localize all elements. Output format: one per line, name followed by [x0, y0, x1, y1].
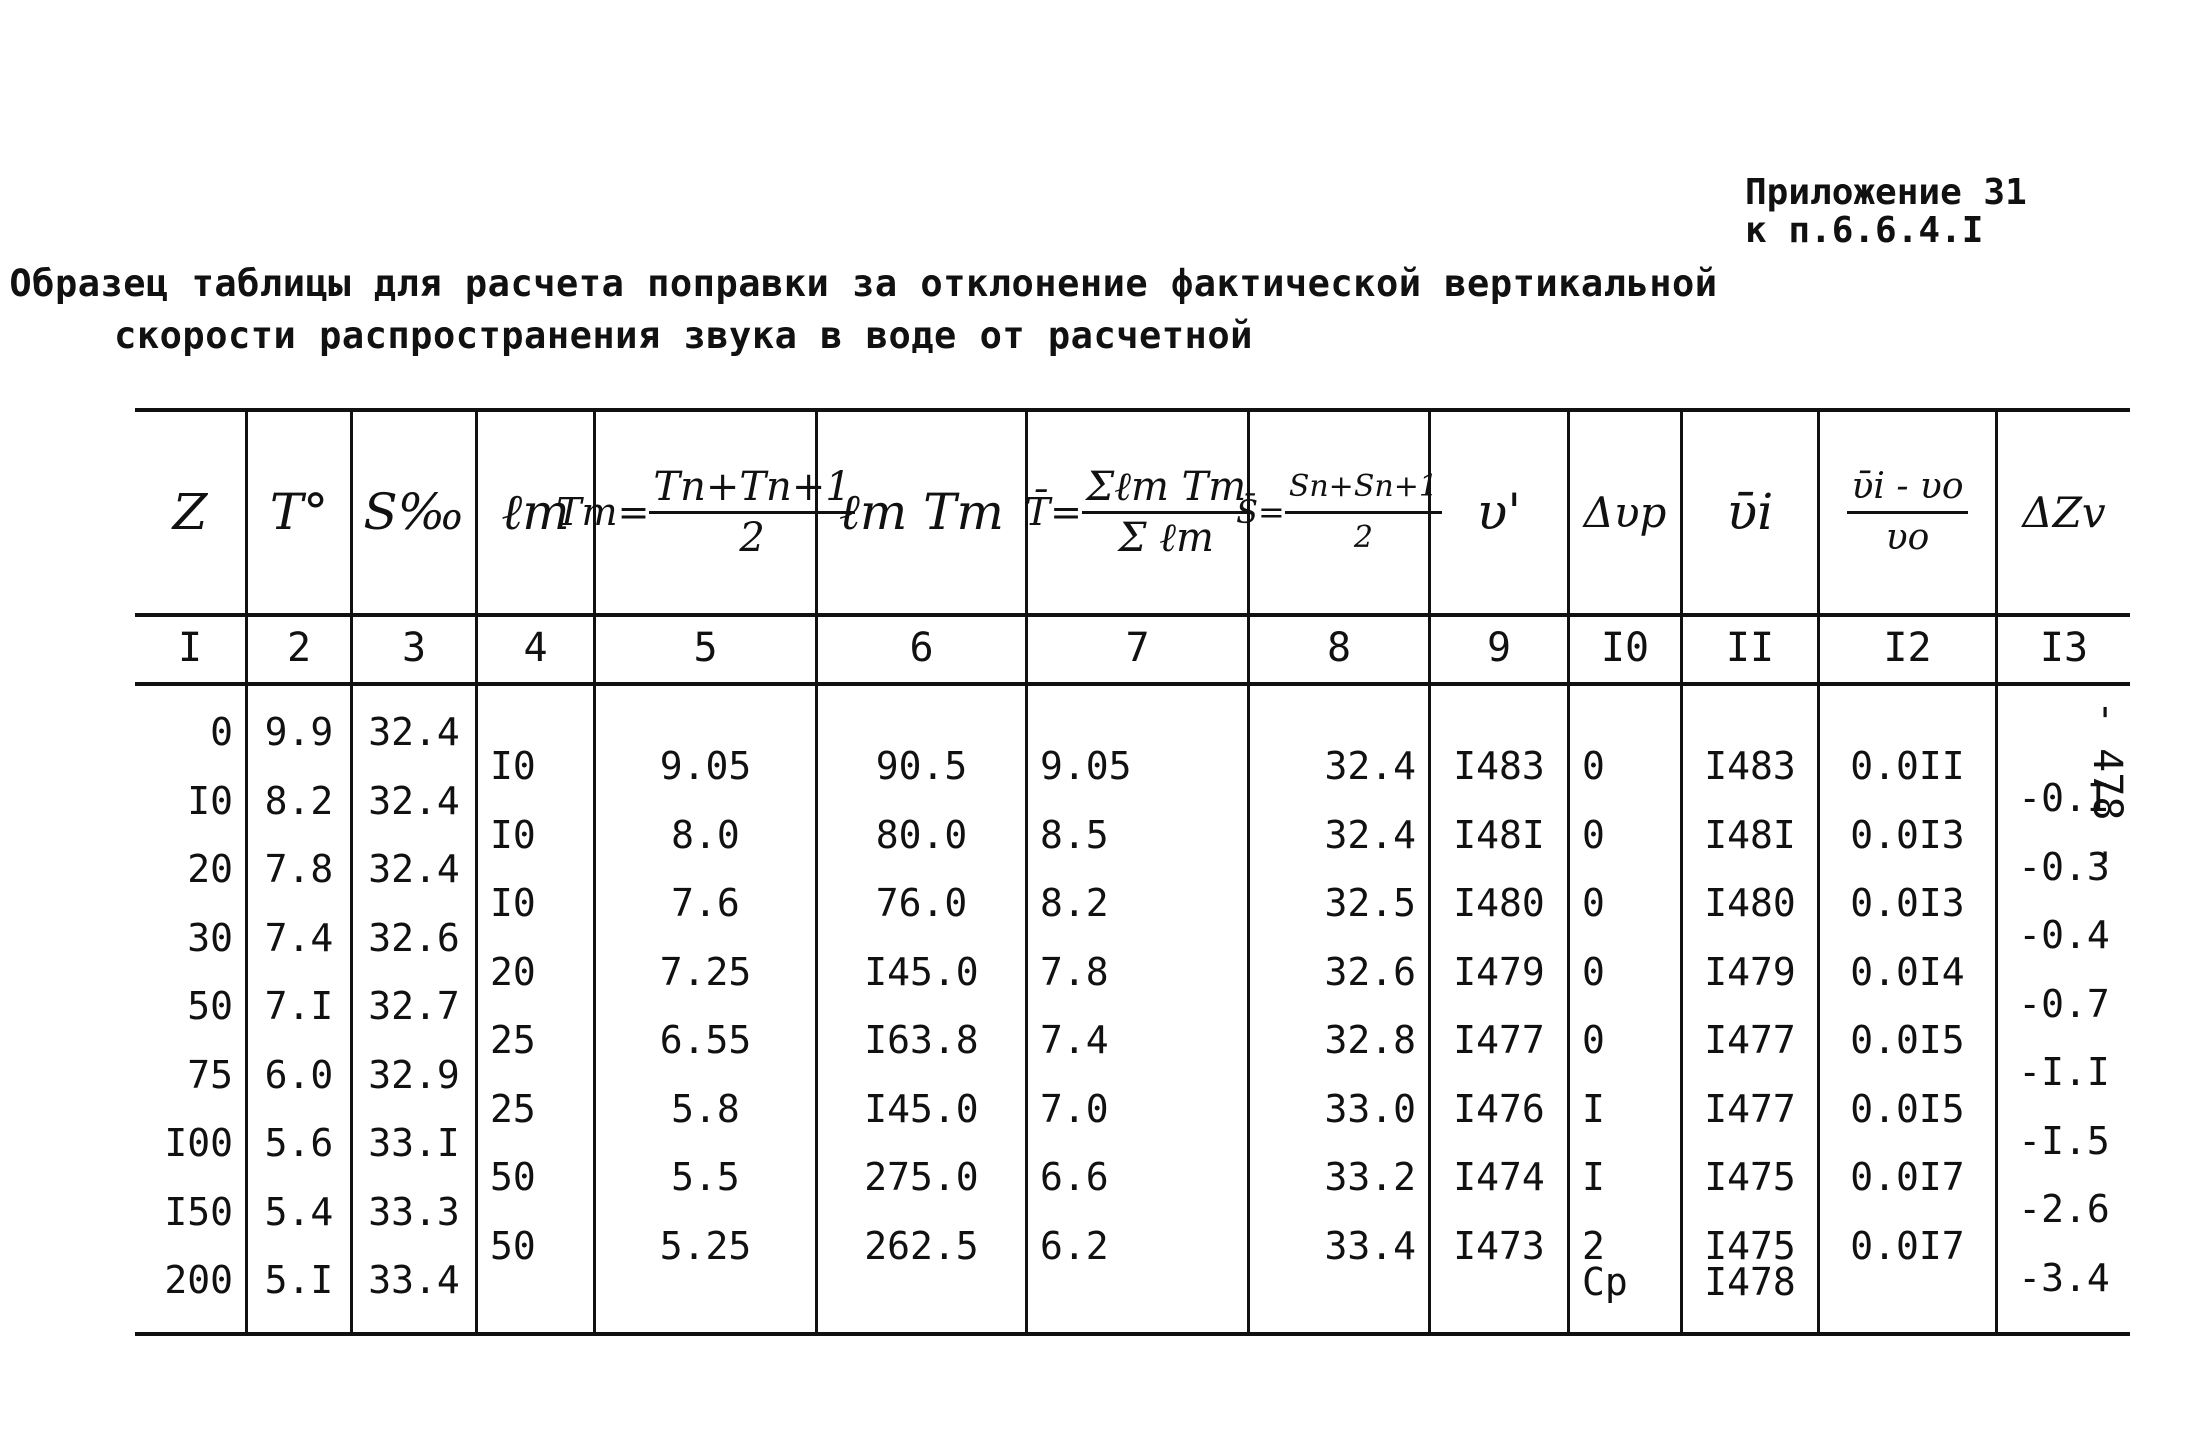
- header-depth-correction: [1998, 412, 2130, 612]
- cell-speed-correction: 0: [1582, 1018, 1605, 1062]
- numbering-bottom-rule: [135, 682, 2130, 686]
- cell-sound-speed: I48I: [1453, 812, 1545, 857]
- header-speed-correction: [1570, 412, 1680, 612]
- cell-sound-speed: I477: [1453, 1018, 1545, 1062]
- header-sbar-numerator: Sn+Sn+1: [1285, 463, 1442, 514]
- cell-layer-thickness: I0: [490, 812, 536, 857]
- header-tm-lhs: Tm=: [556, 490, 650, 534]
- cell-layer-thickness: I0: [490, 744, 536, 788]
- cell-mean-salinity: 32.5: [1324, 881, 1416, 925]
- cell-depth-correction: -3.4: [2018, 1255, 2110, 1300]
- cell-mean-layer-temp: 5.8: [671, 1086, 740, 1131]
- cell-weighted-temp: 7.8: [1040, 949, 1109, 994]
- table-bottom-rule: [135, 1332, 2130, 1336]
- cell-depth-correction: -2.6: [2018, 1187, 2110, 1231]
- cell-lm-tm: I45.0: [864, 1086, 979, 1131]
- cell-mean-speed: I480: [1704, 881, 1796, 925]
- cell-mean-speed: I475: [1704, 1155, 1796, 1199]
- cell-depth: 200: [164, 1258, 233, 1302]
- cell-lm-tm: 275.0: [864, 1155, 979, 1199]
- header-sbar-denominator: 2: [1353, 519, 1373, 555]
- cell-layer-thickness: 25: [490, 1086, 536, 1131]
- cell-summary-label: Cp: [1582, 1260, 1628, 1304]
- cell-layer-thickness: 50: [490, 1155, 536, 1199]
- cell-temperature: 8.2: [264, 778, 334, 823]
- cell-temperature: 5.4: [264, 1189, 334, 1234]
- cell-speed-correction: 0: [1582, 744, 1605, 788]
- cell-sound-speed: I474: [1453, 1155, 1545, 1199]
- header-salinity: [353, 412, 475, 612]
- cell-temperature: 6.0: [264, 1052, 334, 1097]
- cell-salinity: 32.4: [368, 847, 460, 891]
- cell-layer-thickness: 20: [490, 949, 536, 994]
- cell-depth-correction: -I.I: [2018, 1050, 2110, 1094]
- cell-mean-salinity: 32.4: [1324, 812, 1416, 857]
- header-tm-denominator: 2: [739, 514, 765, 561]
- appendix-line-1: Приложение 31: [1745, 172, 2027, 213]
- cell-salinity: 32.4: [368, 778, 460, 823]
- cell-lm-tm: 80.0: [875, 812, 968, 857]
- header-temperature: [248, 412, 350, 612]
- cell-depth: I00: [164, 1121, 233, 1165]
- cell-lm-tm: I63.8: [864, 1018, 979, 1062]
- header-sbar-fraction: [1285, 463, 1442, 562]
- cell-mean-speed: I483: [1704, 744, 1796, 788]
- header-sbar-lhs: S̄=: [1236, 493, 1285, 531]
- cell-mean-layer-temp: 7.25: [659, 949, 752, 994]
- cell-salinity: 32.4: [368, 710, 460, 754]
- header-lm-tm-text: ℓm Tm: [839, 483, 1004, 541]
- column-number: I0: [1600, 625, 1650, 671]
- cell-lm-tm: I45.0: [864, 949, 979, 994]
- cell-speed-correction: 0: [1582, 812, 1605, 857]
- cell-speed-correction: 0: [1582, 881, 1605, 925]
- header-ratio-denominator: υo: [1885, 516, 1930, 558]
- header-mean-speed-text: ῡi: [1726, 483, 1774, 541]
- cell-weighted-temp: 7.4: [1040, 1018, 1109, 1062]
- cell-salinity: 33.I: [368, 1121, 460, 1165]
- header-mean-layer-temp: [556, 412, 851, 612]
- header-tm-numerator: Tn+Tn+1: [649, 463, 854, 514]
- column-number: 8: [1326, 625, 1352, 671]
- cell-speed-ratio: 0.0I7: [1850, 1155, 1965, 1199]
- cell-mean-salinity: 32.4: [1324, 744, 1416, 788]
- cell-depth-correction: -0.4: [2018, 913, 2110, 957]
- cell-temperature: 5.I: [264, 1258, 334, 1302]
- cell-sound-speed: I473: [1453, 1223, 1545, 1268]
- column-number: II: [1725, 625, 1775, 671]
- cell-salinity: 32.9: [368, 1052, 460, 1097]
- cell-lm-tm: 262.5: [864, 1223, 979, 1268]
- cell-depth: I0: [187, 778, 233, 823]
- cell-temperature: 7.4: [264, 915, 334, 960]
- cell-mean-salinity: 33.0: [1324, 1086, 1416, 1131]
- header-salinity-text: S‰: [363, 483, 465, 541]
- table-title-line-1: Образец таблицы для расчета поправки за отклонение фактической вертикальной: [9, 262, 1718, 305]
- cell-speed-correction: I: [1582, 1155, 1605, 1199]
- cell-temperature: 5.6: [264, 1121, 334, 1165]
- cell-depth-correction: -0.3: [2018, 844, 2110, 889]
- header-ratio-numerator: ῡi - υo: [1847, 463, 1967, 514]
- cell-weighted-temp: 8.2: [1040, 881, 1109, 925]
- column-number: 2: [286, 625, 312, 671]
- header-speed-correction-text: Δυp: [1583, 487, 1667, 537]
- cell-mean-salinity: 32.6: [1324, 949, 1416, 994]
- cell-salinity: 32.7: [368, 984, 460, 1028]
- cell-depth: 30: [187, 915, 233, 960]
- header-tbar-lhs: T̄=: [1024, 490, 1082, 534]
- column-number: 7: [1125, 625, 1150, 671]
- cell-mean-salinity: 33.2: [1324, 1155, 1416, 1199]
- cell-mean-layer-temp: 6.55: [659, 1018, 752, 1062]
- column-number: 6: [909, 625, 934, 671]
- header-z: [135, 412, 245, 612]
- header-weighted-temp: [1024, 412, 1247, 612]
- cell-weighted-temp: 8.5: [1040, 812, 1109, 857]
- cell-depth-correction: -I.5: [2018, 1118, 2110, 1163]
- header-depth-correction-text: ΔZv: [2022, 487, 2106, 537]
- cell-speed-ratio: 0.0I3: [1850, 812, 1965, 857]
- cell-sound-speed: I483: [1453, 744, 1545, 788]
- header-layer-thickness-text: ℓm: [501, 483, 570, 541]
- cell-depth-correction: -0.7: [2018, 981, 2110, 1026]
- cell-speed-correction: 2: [1582, 1223, 1605, 1268]
- column-number: I: [177, 625, 203, 671]
- cell-speed-ratio: 0.0II: [1850, 744, 1965, 788]
- column-number: 9: [1486, 625, 1512, 671]
- cell-summary-value: I478: [1704, 1260, 1796, 1304]
- header-lm-tm: [818, 412, 1025, 612]
- appendix-line-2: к п.6.6.4.I: [1745, 210, 1984, 251]
- column-number: 3: [401, 625, 427, 671]
- cell-mean-speed: I477: [1704, 1086, 1796, 1131]
- header-tbar-fraction: [1082, 463, 1250, 562]
- header-temperature-text: T°: [269, 483, 329, 541]
- cell-depth-correction: -0.I: [2018, 776, 2110, 820]
- cell-layer-thickness: 25: [490, 1018, 536, 1062]
- cell-depth: 75: [187, 1052, 233, 1097]
- cell-speed-correction: I: [1582, 1086, 1605, 1131]
- cell-depth: 50: [187, 984, 233, 1028]
- cell-depth: I50: [164, 1189, 233, 1234]
- header-z-text: Z: [172, 483, 208, 541]
- header-tbar-numerator: Σℓm Tm: [1082, 463, 1250, 514]
- column-number: I2: [1883, 625, 1932, 671]
- page-number: - 478 -: [2084, 700, 2130, 869]
- cell-speed-ratio: 0.0I5: [1850, 1018, 1965, 1062]
- cell-sound-speed: I480: [1453, 881, 1545, 925]
- cell-mean-layer-temp: 9.05: [659, 744, 752, 788]
- cell-depth: 0: [210, 710, 233, 754]
- cell-weighted-temp: 6.6: [1040, 1155, 1109, 1199]
- cell-sound-speed: I476: [1453, 1086, 1545, 1131]
- appendix-reference: [1745, 174, 2027, 250]
- cell-temperature: 7.I: [264, 984, 334, 1028]
- cell-salinity: 33.4: [368, 1258, 460, 1302]
- cell-weighted-temp: 9.05: [1040, 744, 1132, 788]
- cell-lm-tm: 76.0: [875, 881, 968, 925]
- cell-layer-thickness: 50: [490, 1223, 536, 1268]
- cell-mean-speed: I48I: [1704, 812, 1796, 857]
- column-number: 4: [523, 625, 548, 671]
- cell-mean-salinity: 33.4: [1324, 1223, 1416, 1268]
- header-sound-speed-text: υ': [1476, 483, 1522, 541]
- cell-salinity: 33.3: [368, 1189, 460, 1234]
- cell-mean-layer-temp: 5.25: [659, 1223, 752, 1268]
- cell-mean-layer-temp: 8.0: [671, 812, 740, 857]
- column-number: 5: [693, 625, 718, 671]
- cell-mean-layer-temp: 7.6: [671, 881, 740, 925]
- cell-mean-layer-temp: 5.5: [671, 1155, 740, 1199]
- cell-mean-speed: I479: [1704, 949, 1796, 994]
- header-mean-speed: [1683, 412, 1817, 612]
- cell-speed-ratio: 0.0I7: [1850, 1223, 1965, 1268]
- cell-speed-ratio: 0.0I4: [1850, 949, 1965, 994]
- cell-temperature: 9.9: [264, 710, 334, 754]
- cell-temperature: 7.8: [264, 847, 334, 891]
- cell-sound-speed: I479: [1453, 949, 1545, 994]
- cell-salinity: 32.6: [368, 915, 460, 960]
- header-mean-salinity: [1236, 412, 1438, 612]
- column-number: I3: [2039, 625, 2089, 671]
- header-sound-speed: [1431, 412, 1567, 612]
- cell-weighted-temp: 7.0: [1040, 1086, 1109, 1131]
- cell-mean-speed: I477: [1704, 1018, 1796, 1062]
- header-speed-ratio: [1820, 412, 1995, 612]
- header-tbar-denominator: Σ ℓm: [1118, 514, 1214, 561]
- cell-depth: 20: [187, 847, 233, 891]
- cell-layer-thickness: I0: [490, 881, 536, 925]
- cell-speed-ratio: 0.0I3: [1850, 881, 1965, 925]
- table-title-line-2: скорости распространения звука в воде от расчетной: [114, 314, 1253, 357]
- header-bottom-rule: [135, 613, 2130, 617]
- cell-lm-tm: 90.5: [875, 744, 968, 788]
- cell-mean-speed: I475: [1704, 1223, 1796, 1268]
- cell-mean-salinity: 32.8: [1324, 1018, 1416, 1062]
- cell-speed-correction: 0: [1582, 949, 1605, 994]
- cell-weighted-temp: 6.2: [1040, 1223, 1109, 1268]
- header-ratio-fraction: [1847, 463, 1967, 562]
- cell-speed-ratio: 0.0I5: [1850, 1086, 1965, 1131]
